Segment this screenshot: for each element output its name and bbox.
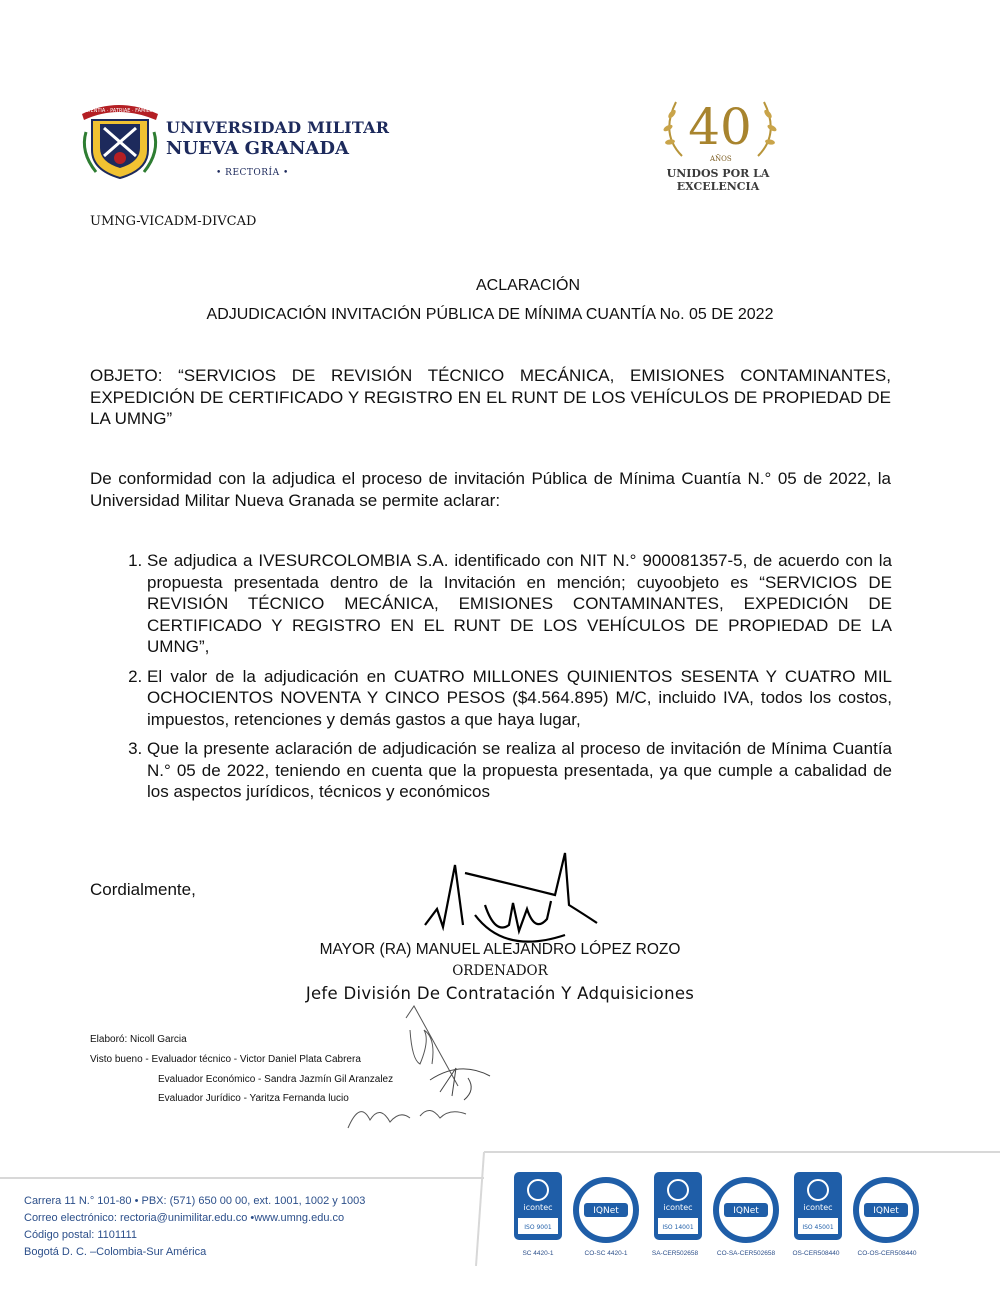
certification-badges xyxy=(508,1170,928,1260)
signer-name: MAYOR (RA) MANUEL ALEJANDRO LÓPEZ ROZO xyxy=(319,941,681,958)
cert-code: OS-CER508440 xyxy=(792,1250,840,1257)
list-item: 3. Que la presente aclaración de adjudicación se realiza al proceso de invitación de Mínima Cuantía N.° 05 de 2022, teniendo en cuenta que la propuesta presentada, ya que cumple a cabalidad de los aspectos jurídicos, técnicos y económicos xyxy=(147,738,892,803)
iqnet-badge-3 xyxy=(856,1180,916,1240)
icontec-badge-14001 xyxy=(654,1172,702,1240)
footer-city: Bogotá D. C. –Colombia-Sur América xyxy=(24,1246,207,1258)
signer-role: ORDENADOR xyxy=(452,963,548,979)
document-reference: UMNG-VICADM-DIVCAD xyxy=(90,214,257,229)
umng-name-line2: NUEVA GRANADA xyxy=(166,138,349,159)
approved-by: Visto bueno - Evaluador técnico - Victor Daniel Plata Cabrera xyxy=(90,1054,361,1065)
economic-evaluator-label: Evaluador Económico - xyxy=(158,1074,262,1085)
footer-email: Correo electrónico: rectoria@unimilitar.edu.co •www.umng.edu.co xyxy=(24,1212,345,1224)
iqnet-badge-2 xyxy=(716,1180,776,1240)
umng-motto: SCIENTIA · PATRIAE · FAMILIAE xyxy=(82,108,158,114)
list-item: 2. El valor de la adjudicación en CUATRO MILLONES QUINIENTOS SESENTA Y CUATRO MIL OCHOCIENTOS NOVENTA Y CINCO PESOS ($4.564.895) M/C, incluido IVA, todos los costos, impuestos, retenciones y demás gastos a que haya lugar, xyxy=(147,666,892,731)
closing-text: Cordialmente, xyxy=(90,880,196,899)
iso-label: ISO 45001 xyxy=(802,1224,834,1231)
icontec-label: icontec xyxy=(803,1203,833,1212)
clarification-list xyxy=(90,550,892,811)
intro-paragraph: De conformidad con la adjudica el proceso de invitación Pública de Mínima Cuantía N.° 05 de 2022, la Universidad Militar Nueva Granada se permite aclarar: xyxy=(90,469,891,510)
reviewer-signatures xyxy=(340,1000,500,1135)
anniversary-tagline: UNIDOS POR LA EXCELENCIA xyxy=(666,167,770,193)
icontec-label: icontec xyxy=(523,1203,553,1212)
prepared-by: Elaboró: Nicoll Garcia xyxy=(90,1034,187,1045)
iqnet-label: IQNet xyxy=(733,1206,759,1216)
footer-postal: Código postal: 1101111 xyxy=(24,1229,137,1241)
objeto-paragraph: OBJETO: “SERVICIOS DE REVISIÓN TÉCNICO MECÁNICA, EMISIONES CONTAMINANTES, EXPEDICIÓN DE CERTIFICADO Y REGISTRO EN EL RUNT DE LOS VEHÍCULOS DE PROPIEDAD DE LA UMNG” xyxy=(90,366,891,428)
iqnet-label: IQNet xyxy=(873,1206,899,1216)
umng-name-line1: UNIVERSIDAD MILITAR xyxy=(166,118,390,137)
icontec-badge-9001 xyxy=(514,1172,562,1240)
economic-evaluator-name: Sandra Jazmín Gil Aranzalez xyxy=(264,1074,394,1085)
cert-code: CO-SA-CER502658 xyxy=(716,1250,776,1257)
umng-subtitle: • RECTORÍA • xyxy=(216,168,289,178)
cert-code: SA-CER502658 xyxy=(651,1250,699,1257)
legal-evaluator: Evaluador Jurídico - Yaritza Fernanda lucio xyxy=(158,1093,349,1104)
iso-label: ISO 14001 xyxy=(662,1224,694,1231)
document-subtitle: ADJUDICACIÓN INVITACIÓN PÚBLICA DE MÍNIMA CUANTÍA No. 05 DE 2022 xyxy=(206,306,774,323)
cert-code: CO-OS-CER508440 xyxy=(857,1250,917,1257)
list-item: 1. Se adjudica a IVESURCOLOMBIA S.A. identificado con NIT N.° 900081357-5, de acuerdo con la propuesta presentada dentro de la Invitación en mención; cuyoobjeto es “SERVICIOS DE REVISIÓN TÉCNICO MECÁNICA, EMISIONES CONTAMINANTES, EXPEDICIÓN DE CERTIFICADO Y REGISTRO EN EL RUNT DE LOS VEHÍCULOS DE PROPIEDAD DE LA UMNG”, xyxy=(147,550,892,658)
footer-address: Carrera 11 N.° 101-80 • PBX: (571) 650 00 00, ext. 1001, 1002 y 1003 xyxy=(24,1195,366,1207)
iso-label: ISO 9001 xyxy=(524,1224,552,1231)
main-signature xyxy=(415,845,605,955)
document-title: ACLARACIÓN xyxy=(475,277,581,294)
signer-department: Jefe División De Contratación Y Adquisiciones xyxy=(305,984,695,1003)
icontec-label: icontec xyxy=(663,1203,693,1212)
icontec-badge-45001 xyxy=(794,1172,842,1240)
cert-code: SC 4420-1 xyxy=(522,1250,554,1257)
anniversary-years: AÑOS xyxy=(710,155,732,163)
cert-code: CO-SC 4420-1 xyxy=(584,1250,628,1257)
economic-evaluator xyxy=(158,1074,393,1085)
iqnet-label: IQNet xyxy=(593,1206,619,1216)
iqnet-badge-1 xyxy=(576,1180,636,1240)
anniversary-number: 40 xyxy=(688,98,752,156)
